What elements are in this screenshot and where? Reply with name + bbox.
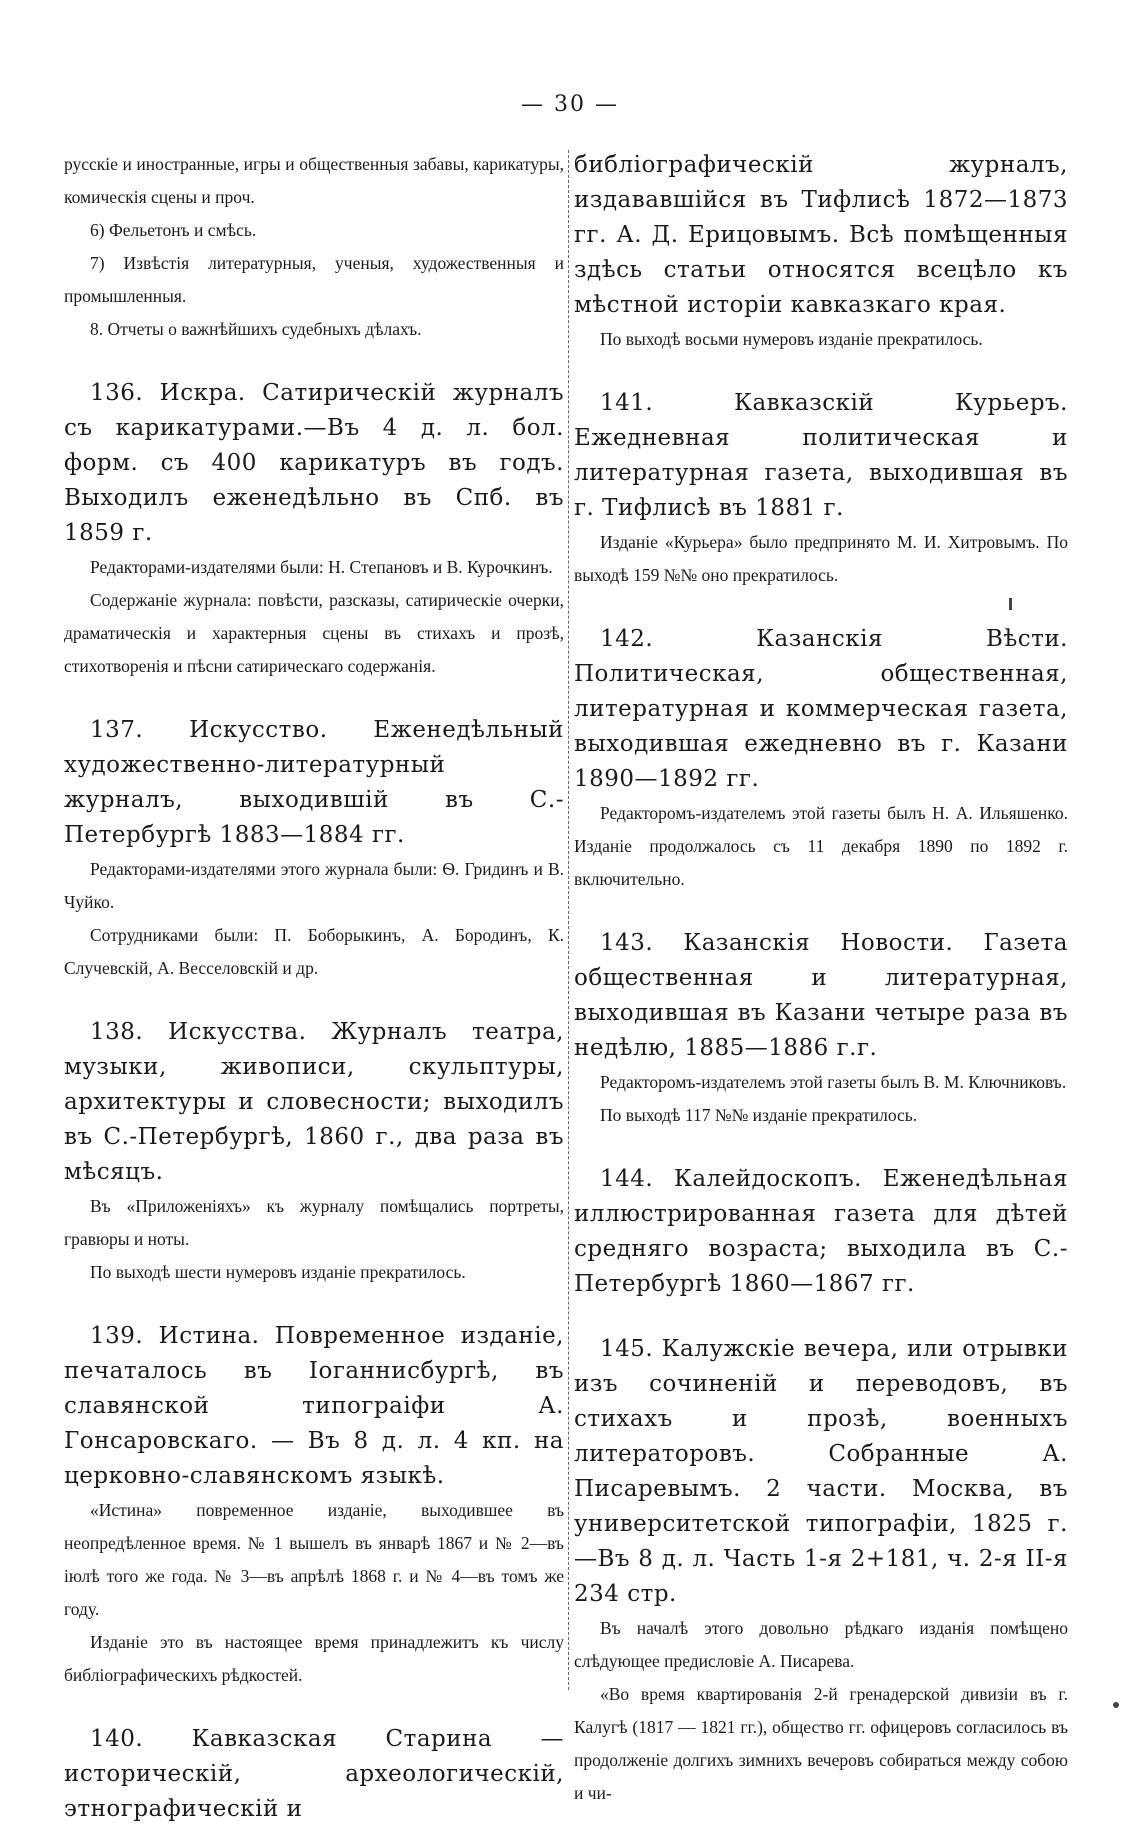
entry-140-continuation: [574, 148, 1068, 356]
entry-heading: 139. Истина. Повременное изданіе, печаталось въ Іоганнисбургѣ, въ славянской типограіфи А. Гонсаровскаго. — Въ 8 д. л. 4 кп. на церковно-славянскомъ языкѣ.: [64, 1323, 564, 1489]
entry-note: По выходѣ шести нумеровъ изданіе прекратилось.: [90, 1262, 466, 1282]
entry-note: Редакторомъ-издателемъ этой газеты былъ В. М. Ключниковъ.: [600, 1072, 1067, 1092]
note: русскіе и иностранные, игры и общественныя забавы, карикатуры, комическія сцены и проч.: [64, 154, 564, 207]
entry-note: По выходѣ восьми нумеровъ изданіе прекратилось.: [600, 329, 983, 349]
entry-heading: 140. Кавказская Старина — историческій, археологическій, этнографическій и: [64, 1726, 564, 1822]
entry-note: Редакторомъ-издателемъ этой газеты былъ Н. А. Ильяшенко. Изданіе продолжалось съ 11 декабря 1890 по 1892 г. включительно.: [574, 803, 1068, 889]
entry-145: [574, 1332, 1068, 1810]
entry-heading: 144. Калейдоскопъ. Еженедѣльная иллюстрированная газета для дѣтей средняго возраста; выходила въ С.-Петербургѣ 1860—1867 гг.: [574, 1166, 1068, 1297]
entry-note: «Во время квартированія 2-й гренадерской дивизіи въ г. Калугѣ (1817 — 1821 гг.), общество гг. офицеровъ согласилось въ продолженіе долгихъ зимнихъ вечеровъ собираться между собою и чи-: [574, 1684, 1068, 1803]
entry-note: Въ началѣ этого довольно рѣдкаго изданія помѣщено слѣдующее предисловіе А. Писарева.: [574, 1618, 1068, 1671]
stray-mark: [1009, 598, 1012, 610]
note: 6) Фельетонъ и смѣсь.: [90, 220, 257, 240]
page-number: — 30 —: [521, 92, 619, 117]
entry-137: [64, 713, 564, 985]
entry-note: Редакторами-издателями были: Н. Степановъ и В. Курочкинъ.: [90, 557, 553, 577]
entry-note: Изданіе это въ настоящее время принадлежитъ къ числу библіографическихъ рѣдкостей.: [64, 1632, 564, 1685]
entry-140: [64, 1722, 564, 1827]
left-column: [64, 148, 564, 1827]
column-divider: [568, 150, 569, 1690]
entry-142: [574, 622, 1068, 896]
entry-heading: 143. Казанскія Новости. Газета общественная и литературная, выходившая въ Казани четыре раза въ недѣлю, 1885—1886 г.г.: [574, 930, 1068, 1061]
entry-138: [64, 1015, 564, 1289]
entry-heading: 138. Искусства. Журналъ театра, музыки, живописи, скульптуры, архитектуры и словесности; выходилъ въ С.-Петербургѣ, 1860 г., два раза въ мѣсяцъ.: [64, 1019, 564, 1185]
entry-141: [574, 386, 1068, 592]
entry-143: [574, 926, 1068, 1132]
entry-heading: 136. Искра. Сатирическій журналъ съ карикатурами.—Въ 4 д. л. бол. форм. съ 400 карикатуръ въ годъ. Выходилъ еженедѣльно въ Спб. въ 1859 г.: [64, 380, 564, 546]
entry-139: [64, 1319, 564, 1692]
right-column: [574, 148, 1068, 1810]
entry-note: Редакторами-издателями этого журнала были: Ѳ. Гридинъ и В. Чуйко.: [64, 859, 564, 912]
intro-continuation: [64, 148, 564, 346]
entry-note: Въ «Приложеніяхъ» къ журналу помѣщались портреты, гравюры и ноты.: [64, 1196, 564, 1249]
entry-note: Сотрудниками были: П. Боборыкинъ, А. Бородинъ, К. Случевскій, А. Весселовскій и др.: [64, 925, 564, 978]
entry-heading: 137. Искусство. Еженедѣльный художественно-литературный журналъ, выходившій въ С.-Петербургѣ 1883—1884 гг.: [64, 717, 564, 848]
note: 8. Отчеты о важнѣйшихъ судебныхъ дѣлахъ.: [90, 319, 422, 339]
stray-dot: [1113, 1702, 1119, 1708]
note: 7) Извѣстія литературныя, ученыя, художественныя и промышленныя.: [64, 253, 564, 306]
entry-heading: 145. Калужскіе вечера, или отрывки изъ сочиненій и переводовъ, въ стихахъ и прозѣ, военныхъ литераторовъ. Собранные А. Писаревымъ. 2 части. Москва, въ университетской типографіи, 1825 г.—Въ 8 д. л. Часть 1-я 2+181, ч. 2-я II-я 234 стр.: [574, 1336, 1068, 1607]
entry-note: По выходѣ 117 №№ изданіе прекратилось.: [600, 1105, 918, 1125]
entry-heading: 141. Кавказскій Курьеръ. Ежедневная политическая и литературная газета, выходившая въ г. Тифлисѣ въ 1881 г.: [574, 390, 1068, 521]
entry-heading: 142. Казанскія Вѣсти. Политическая, общественная, литературная и коммерческая газета, выходившая ежедневно въ г. Казани 1890—1892 гг.: [574, 626, 1068, 792]
entry-136: [64, 376, 564, 683]
entry-note: Содержаніе журнала: повѣсти, разсказы, сатирическіе очерки, драматическія и характерныя сцены въ стихахъ и прозѣ, стихотворенія и пѣсни сатирическаго содержанія.: [64, 590, 564, 676]
entry-heading-continuation: библіографическій журналъ, издававшійся въ Тифлисѣ 1872—1873 гг. А. Д. Ерицовымъ. Всѣ помѣщенныя здѣсь статьи относятся всецѣло къ мѣстной исторіи кавказкаго края.: [574, 152, 1068, 318]
entry-note: Изданіе «Курьера» было предпринято М. И. Хитровымъ. По выходѣ 159 №№ оно прекратилось.: [574, 532, 1068, 585]
entry-144: [574, 1162, 1068, 1302]
entry-note: «Истина» повременное изданіе, выходившее въ неопредѣленное время. № 1 вышелъ въ январѣ 1867 и № 2—въ іюлѣ того же года. № 3—въ апрѣлѣ 1868 г. и № 4—въ томъ же году.: [64, 1500, 564, 1619]
